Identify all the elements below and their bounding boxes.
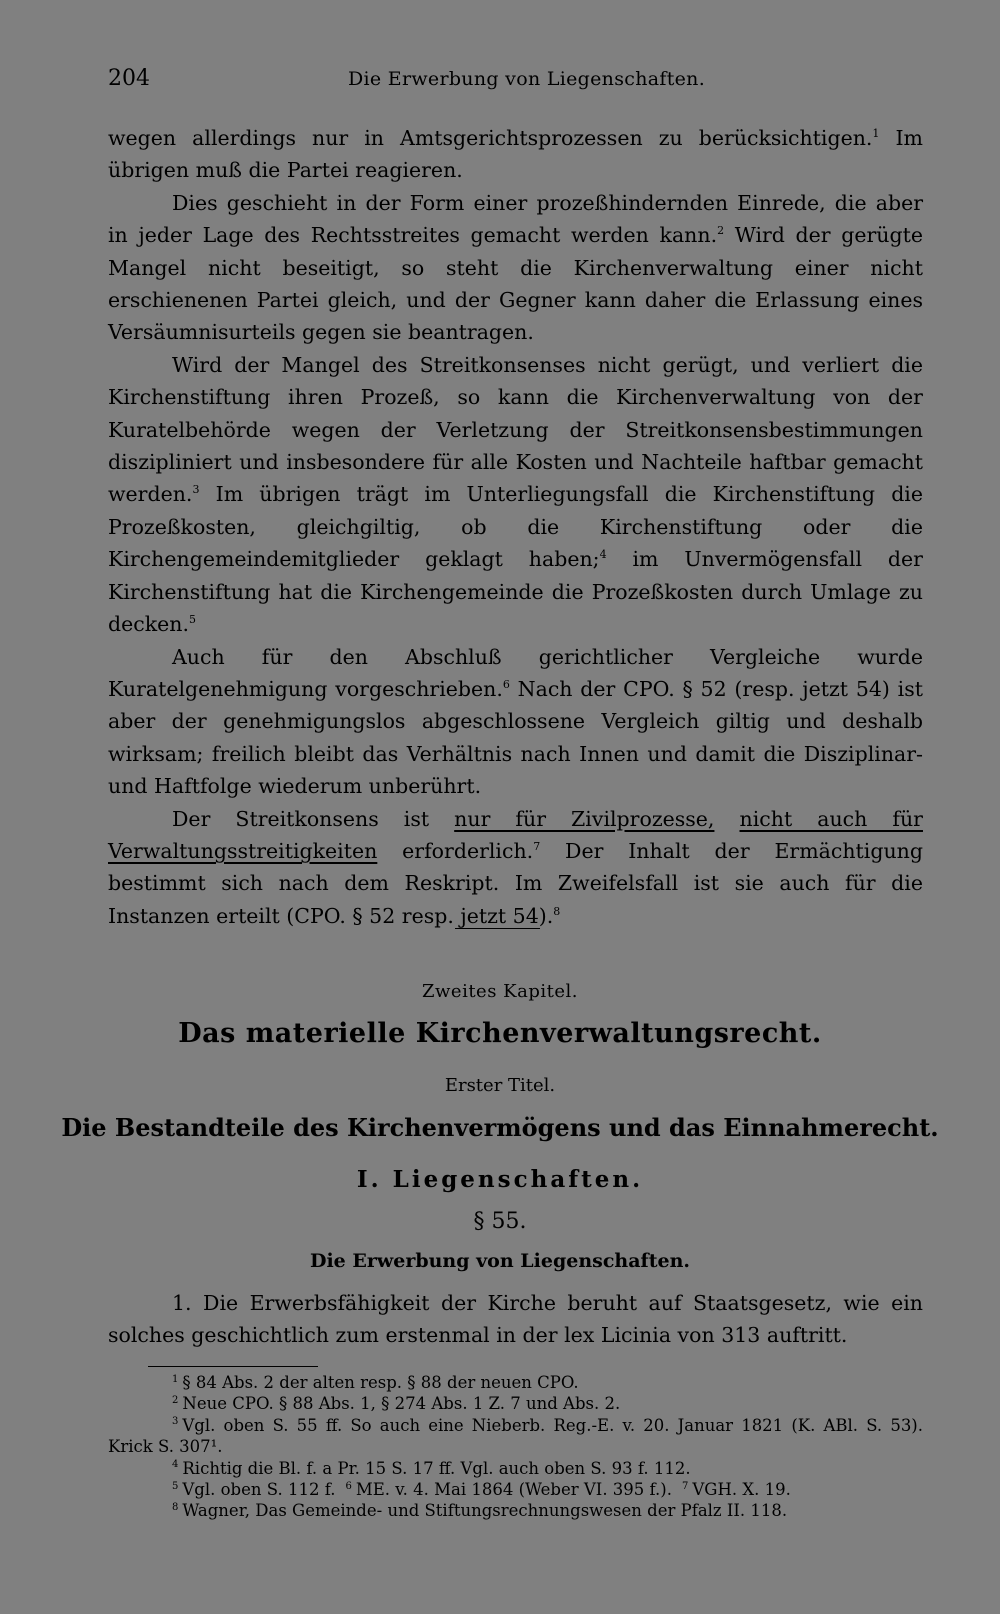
page-header: [108, 66, 923, 96]
footnote-number: 8: [172, 1501, 179, 1513]
spacer-text: [714, 807, 739, 831]
page-number: 204: [108, 66, 150, 91]
footnote-ref: 5: [189, 613, 197, 627]
footnote-text: Neue CPO. § 88 Abs. 1, § 274 Abs. 1 Z. 7 und Abs. 2.: [182, 1394, 621, 1414]
footnote-number: 1: [172, 1373, 179, 1385]
footnote-1: [108, 1372, 923, 1393]
footnote-ref: 7: [533, 840, 541, 854]
footnote-ref: 6: [502, 678, 510, 692]
footnote-text: Wagner, Das Gemeinde- und Stiftungsrechnungswesen der Pfalz II. 118.: [182, 1501, 788, 1521]
paragraph-1: [108, 122, 923, 187]
title-heading: Die Bestandteile des Kirchenvermögens und das Einnahmerecht.: [61, 1113, 939, 1142]
point-1: [108, 1287, 923, 1352]
paragraph-2: [108, 187, 923, 349]
footnote-text: Vgl. oben S. 112 f.: [182, 1480, 336, 1500]
section-divider: [455, 928, 540, 929]
paragraph-number: § 55.: [473, 1209, 527, 1234]
paragraph-text: Wird der Mangel des Streitkonsenses nicht gerügt, und verliert die Kirchenstiftung ihren Prozeß, so kann die Kirchenverwaltung von der Kuratelbehörde wegen der Verletzung der Streitkonsensbestimmungen diszipliniert und insbesondere für alle Kosten und Nachteile haftbar gemacht werden.: [108, 352, 923, 507]
paragraph-text: Nach der CPO. § 52 (resp. jetzt 54) ist aber der genehmigungslos abgeschlossene Vergleich giltig und deshalb wirksam; freilich bleibt das Verhältnis nach Innen und damit die Disziplinar- und Haftfolge wiederum unberührt.: [108, 676, 923, 799]
chapter-title: Das materielle Kirchenverwaltungsrecht.: [178, 1018, 822, 1049]
running-title: Die Erwerbung von Liegenschaften.: [348, 68, 706, 90]
paragraph-text: erforderlich.: [377, 838, 534, 863]
paragraph-text: Im übrigen muß die Partei reagieren.: [108, 126, 923, 183]
footnote-number: 5: [172, 1480, 179, 1492]
paragraph-text: Der Streitkonsens ist: [172, 806, 455, 831]
footnote-ref: 3: [192, 483, 200, 497]
paragraph-3: [108, 349, 923, 641]
paragraph-5: [108, 803, 923, 933]
footnote-ref: 4: [599, 548, 607, 562]
footnote-number: 7: [682, 1480, 689, 1492]
paragraph-text: Dies geschieht in der Form einer prozeßhindernden Einrede, die aber in jeder Lage des Rechtsstreites gemacht werden kann.: [108, 190, 923, 248]
footnote-2: [108, 1393, 923, 1414]
footnote-number: 4: [172, 1459, 179, 1471]
footnote-8: [108, 1500, 923, 1521]
underlined-text: nur für Zivilprozesse,: [454, 806, 715, 831]
footnote-number: 3: [172, 1416, 179, 1428]
paragraph-4: [108, 641, 923, 803]
footnote-5-6-7: [108, 1479, 923, 1500]
footnote-number: 6: [345, 1480, 352, 1492]
paragraph-text: im Unvermögensfall der Kirchenstiftung hat die Kirchengemeinde die Prozeßkosten durch Umlage zu decken.: [108, 547, 923, 637]
footnotes: [108, 1372, 923, 1522]
paragraph-title: Die Erwerbung von Liegenschaften.: [309, 1250, 690, 1272]
paragraph-text: Wird der gerügte Mangel nicht beseitigt, so steht die Kirchenverwaltung einer nicht erschienenen Partei gleich, und der Gegner kann daher die Erlassung eines Versäumnisurteils gegen sie beantragen.: [108, 223, 923, 345]
body-text: [108, 122, 923, 932]
footnote-3: [108, 1415, 923, 1458]
footnote-divider: [148, 1366, 318, 1367]
title-label: Erster Titel.: [444, 1075, 556, 1096]
footnote-text: Vgl. oben S. 55 ff. So auch eine Nieberb. Reg.-E. v. 20. Januar 1821 (K. ABl. S. 53). Krick S. 307¹.: [108, 1415, 923, 1457]
footnote-ref: 2: [717, 224, 725, 238]
underlined-text: nicht auch für Verwaltungsstreitigkeiten: [108, 806, 923, 863]
footnote-ref: 1: [872, 127, 880, 141]
paragraph-text: Auch für den Abschluß gerichtlicher Vergleiche wurde Kuratelgenehmigung vorgeschrieben.: [108, 644, 923, 701]
section-heading: I. Liegenschaften.: [356, 1166, 644, 1193]
footnote-ref: 8: [553, 904, 561, 918]
footnote-text: VGH. X. 19.: [692, 1480, 791, 1500]
footnote-text: Richtig die Bl. f. a Pr. 15 S. 17 ff. Vgl. auch oben S. 93 f. 112.: [182, 1458, 691, 1478]
paragraph-text: Im übrigen trägt im Unterliegungsfall die Kirchenstiftung die Prozeßkosten, gleichgiltig, ob die Kirchenstiftung oder die Kirchengemeindemitglieder geklagt haben;: [108, 482, 923, 572]
footnote-number: 2: [172, 1394, 179, 1406]
footnote-4: [108, 1458, 923, 1479]
footnote-text: § 84 Abs. 2 der alten resp. § 88 der neuen CPO.: [182, 1373, 579, 1392]
paragraph-text: Der Inhalt der Ermächtigung bestimmt sich nach dem Reskript. Im Zweifelsfall ist sie auch für die Instanzen erteilt (CPO. § 52 resp. jetzt 54).: [108, 838, 923, 928]
footnote-text: ME. v. 4. Mai 1864 (Weber VI. 395 f.).: [355, 1480, 672, 1500]
paragraph-text: wegen allerdings nur in Amtsgerichtsprozessen zu berücksichtigen.: [108, 126, 873, 150]
paragraph-text: 1. Die Erwerbsfähigkeit der Kirche beruht auf Staatsgesetz, wie ein solches geschichtlich zum erstenmal in der lex Licinia von 313 auftritt.: [108, 1291, 923, 1348]
chapter-label: Zweites Kapitel.: [422, 981, 578, 1002]
